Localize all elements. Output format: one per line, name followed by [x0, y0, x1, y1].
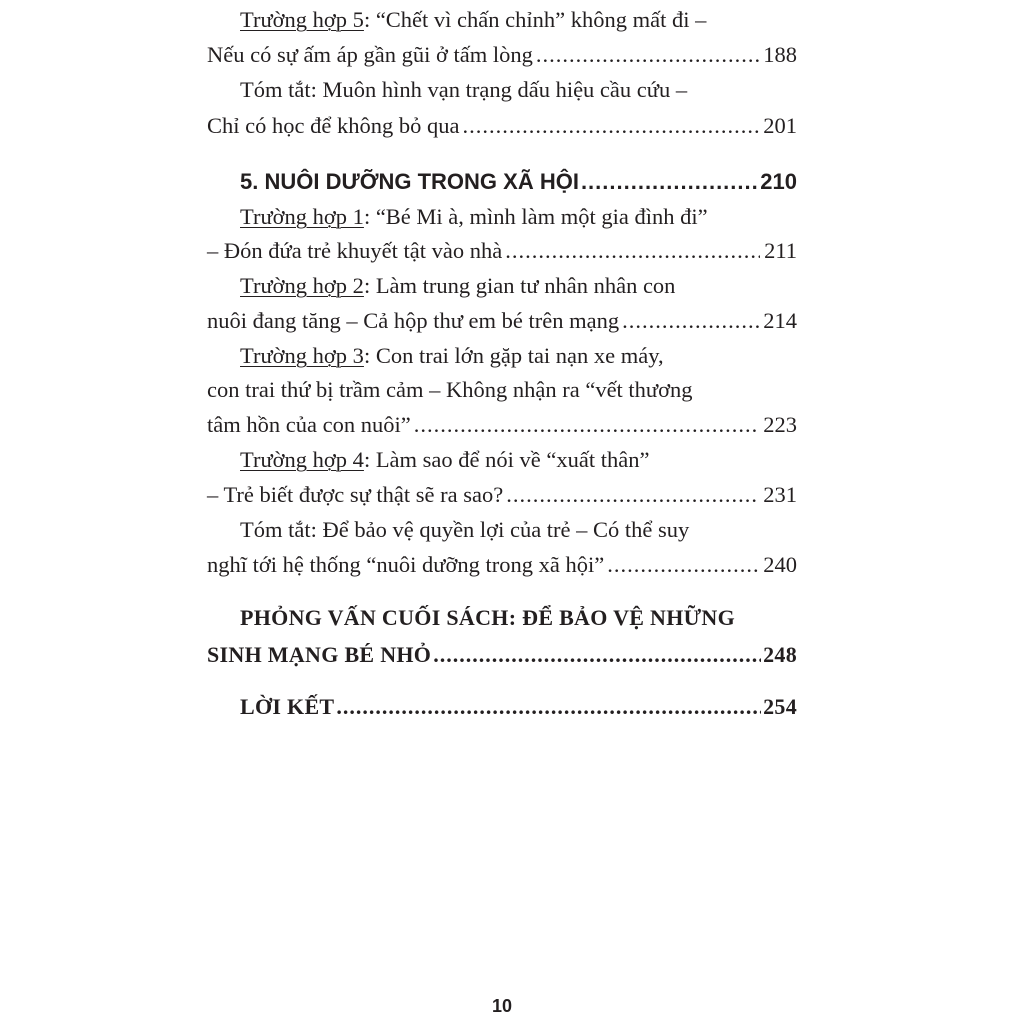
toc-entry-line	[240, 72, 797, 107]
dot-leader	[462, 108, 759, 143]
entry-page-number: 254	[763, 694, 797, 719]
entry-page-number: 240	[763, 552, 797, 577]
case-label: Trường hợp 2	[240, 273, 364, 298]
entry-text: PHỎNG VẤN CUỐI SÁCH: ĐỂ BẢO VỆ NHỮNG	[240, 605, 736, 630]
entry-text: nghĩ tới hệ thống “nuôi dưỡng trong xã hội”	[207, 552, 605, 577]
toc-heading-line	[240, 600, 797, 635]
entry-text: Nếu có sự ấm áp gần gũi ở tấm lòng	[207, 42, 533, 67]
entry-text: Tóm tắt: Để bảo vệ quyền lợi của trẻ – Có thể suy	[240, 517, 690, 542]
toc-entry-line	[240, 199, 797, 234]
toc-entry-line	[207, 303, 797, 338]
toc-entry-line	[207, 547, 797, 582]
toc-entry-line	[207, 372, 797, 407]
toc-entry-line	[207, 108, 797, 143]
toc-entry-line	[207, 477, 797, 512]
entry-text: : Làm sao để nói về “xuất thân”	[363, 447, 650, 472]
dot-leader	[433, 637, 761, 672]
entry-page-number: 214	[763, 308, 797, 333]
entry-text: nuôi đang tăng – Cả hộp thư em bé trên mạng	[207, 308, 620, 333]
entry-text: : Con trai lớn gặp tai nạn xe máy,	[363, 343, 664, 368]
dot-leader	[607, 547, 759, 582]
dot-leader	[506, 477, 759, 512]
dot-leader	[414, 407, 760, 442]
toc-entry-line	[240, 2, 797, 37]
toc-heading-line	[240, 164, 797, 199]
entry-page-number: 188	[763, 42, 797, 67]
toc-entry-line	[207, 407, 797, 442]
entry-page-number: 210	[760, 169, 797, 194]
entry-text: – Trẻ biết được sự thật sẽ ra sao?	[207, 482, 504, 507]
entry-text: tâm hồn của con nuôi”	[207, 412, 411, 437]
case-label: Trường hợp 4	[240, 447, 364, 472]
case-label: Trường hợp 5	[240, 7, 364, 32]
case-label: Trường hợp 1	[240, 204, 364, 229]
entry-text: SINH MẠNG BÉ NHỎ	[207, 642, 432, 667]
dot-leader	[536, 37, 759, 72]
entry-text: Tóm tắt: Muôn hình vạn trạng dấu hiệu cầu cứu –	[240, 77, 688, 102]
entry-page-number: 223	[763, 412, 797, 437]
entry-text: : “Bé Mi à, mình làm một gia đình đi”	[363, 204, 708, 229]
dot-leader	[622, 303, 759, 338]
entry-page-number: 211	[764, 238, 797, 263]
toc-entry-line	[240, 268, 797, 303]
case-label: Trường hợp 3	[240, 343, 364, 368]
entry-page-number: 231	[763, 482, 797, 507]
dot-leader	[581, 164, 758, 199]
entry-text: – Đón đứa trẻ khuyết tật vào nhà	[207, 238, 503, 263]
entry-text: con trai thứ bị trầm cảm – Không nhận ra “vết thương	[207, 377, 693, 402]
toc-entry-line	[240, 442, 797, 477]
entry-text: : Làm trung gian tư nhân nhân con	[363, 273, 676, 298]
entry-page-number: 248	[763, 642, 797, 667]
entry-page-number: 201	[763, 113, 797, 138]
page-number: 10	[491, 996, 513, 1016]
toc-entry-line	[207, 233, 797, 268]
entry-text: LỜI KẾT	[240, 694, 335, 719]
toc-heading-line	[240, 689, 797, 724]
dot-leader	[505, 233, 760, 268]
entry-text: Chỉ có học để không bỏ qua	[207, 113, 460, 138]
toc-entry-line	[207, 37, 797, 72]
toc-entry-line	[240, 338, 797, 373]
entry-text: 5. NUÔI DƯỠNG TRONG XÃ HỘI	[240, 169, 579, 194]
toc-entry-line	[240, 512, 797, 547]
toc-heading-line	[207, 637, 797, 672]
dot-leader	[336, 689, 761, 724]
entry-text: : “Chết vì chấn chỉnh” không mất đi –	[363, 7, 707, 32]
